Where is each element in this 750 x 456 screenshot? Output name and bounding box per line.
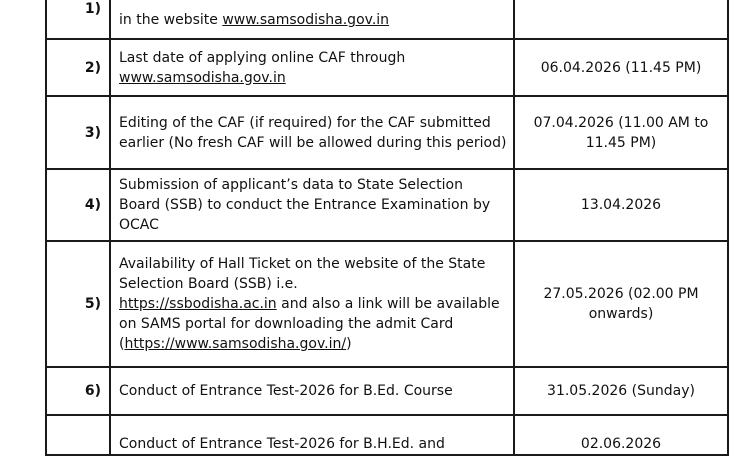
- row-description: Last date of applying online CAF through www.samsodisha.gov.in: [110, 39, 514, 96]
- table-row: [46, 415, 728, 455]
- row-number: 5): [46, 241, 110, 367]
- row-date: 06.04.2026 (11.45 PM): [514, 39, 728, 96]
- row-number: 1): [46, 0, 110, 39]
- row-date: 07.04.2026 (11.00 AM to 11.45 PM): [514, 96, 728, 169]
- schedule-table: [45, 0, 729, 456]
- table-row: [46, 169, 728, 241]
- table-row: [46, 0, 728, 39]
- row-number: 3): [46, 96, 110, 169]
- ssb-link[interactable]: https://ssbodisha.ac.in: [119, 296, 277, 312]
- row-date: 02.06.2026: [514, 415, 728, 455]
- row-date: [514, 0, 728, 39]
- row-description: Editing of the CAF (if required) for the CAF submitted earlier (No fresh CAF will be allowed during this period): [110, 96, 514, 169]
- row-number: 4): [46, 169, 110, 241]
- row-description: Conduct of Entrance Test-2026 for B.H.Ed. and: [110, 415, 514, 455]
- table-row: [46, 241, 728, 367]
- row-date: 13.04.2026: [514, 169, 728, 241]
- website-link[interactable]: www.samsodisha.gov.in: [222, 12, 390, 28]
- row-description: Availability of Hall Ticket on the website of the State Selection Board (SSB) i.e. https://ssbodisha.ac.in and also a link will be available on SAMS portal for downloading the admit Card (https://www.samsodisha.gov.in/): [110, 241, 514, 367]
- row-date: 27.05.2026 (02.00 PM onwards): [514, 241, 728, 367]
- table-row: [46, 96, 728, 169]
- table-row: [46, 367, 728, 415]
- row-description: Submission of applicant’s data to State Selection Board (SSB) to conduct the Entrance Examination by OCAC: [110, 169, 514, 241]
- table-row: [46, 39, 728, 96]
- website-link[interactable]: www.samsodisha.gov.in: [119, 69, 286, 86]
- row-description: Conduct of Entrance Test-2026 for B.Ed. Course: [110, 367, 514, 415]
- row-number: 6): [46, 367, 110, 415]
- row-number: [46, 415, 110, 455]
- sams-link[interactable]: https://www.samsodisha.gov.in/: [124, 336, 347, 352]
- row-description: in the website www.samsodisha.gov.in: [110, 0, 514, 39]
- row-date: 31.05.2026 (Sunday): [514, 367, 728, 415]
- row-number: 2): [46, 39, 110, 96]
